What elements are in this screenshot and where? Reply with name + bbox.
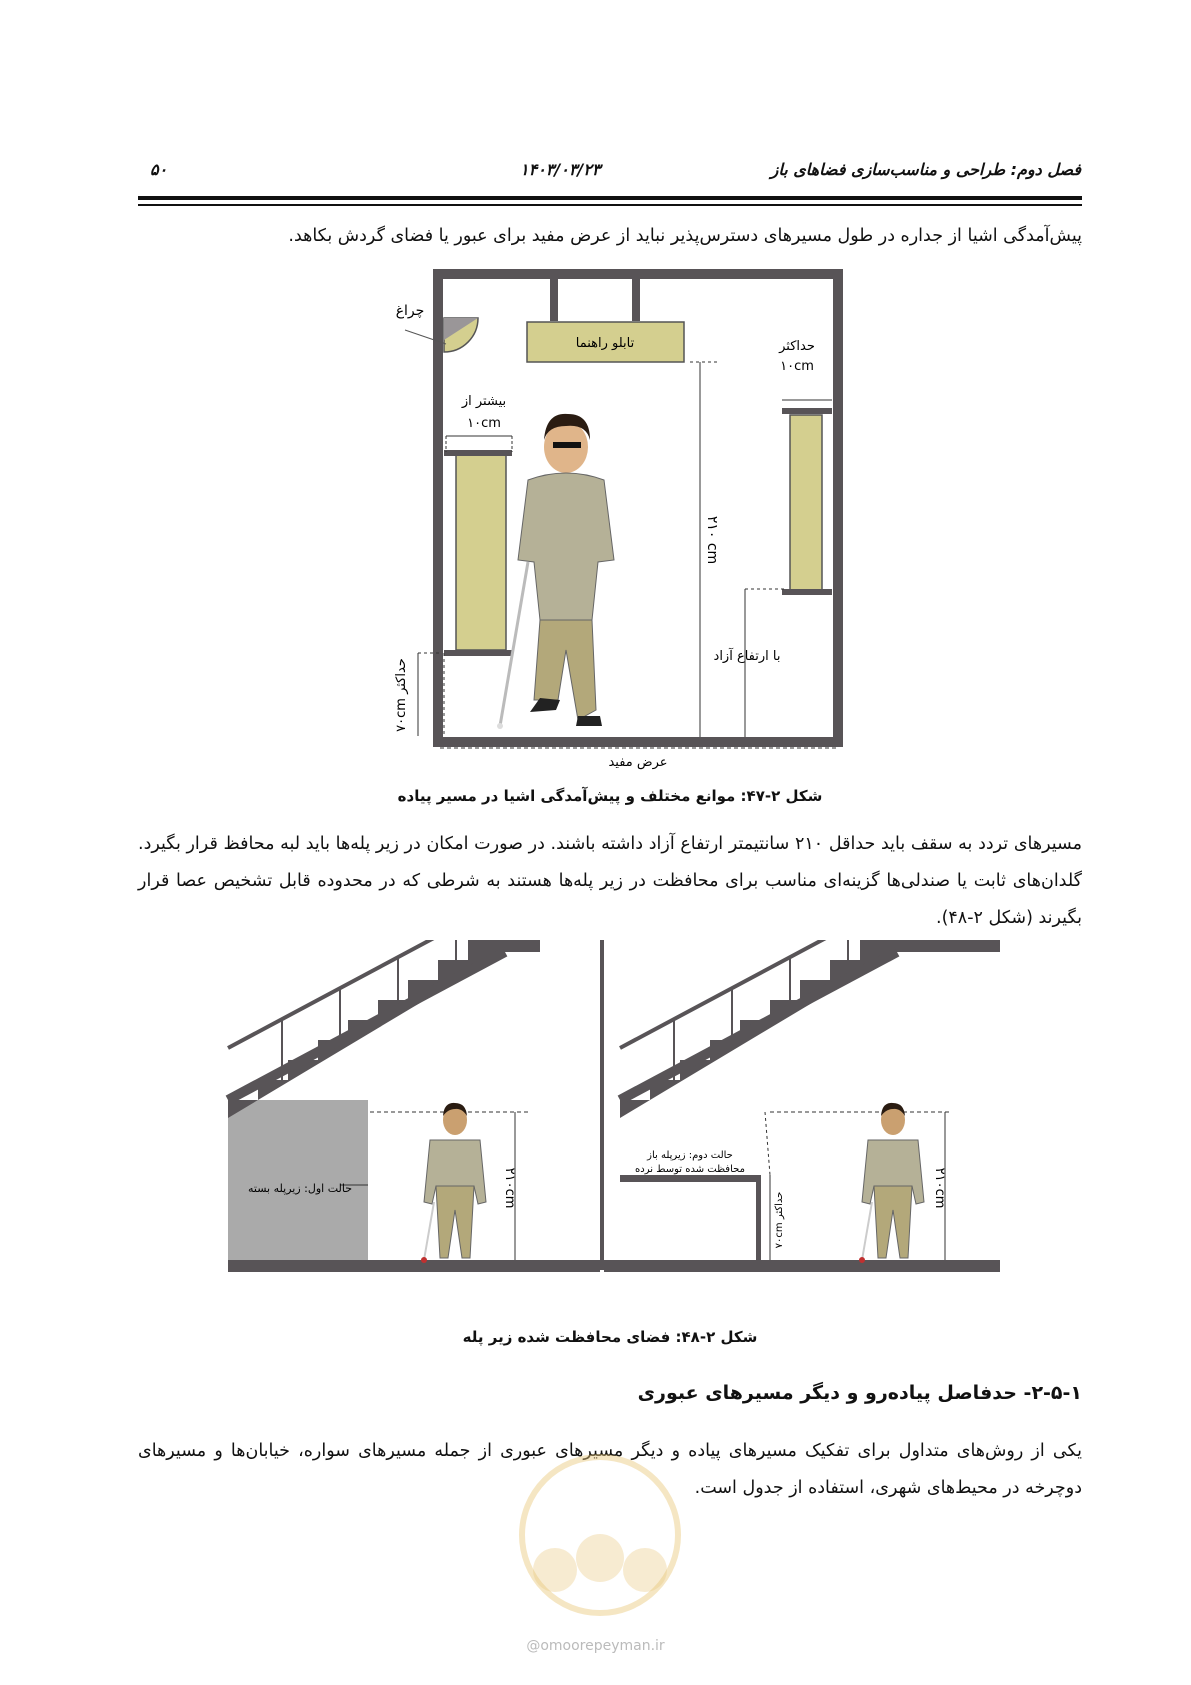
section-heading: ۲-۵-۱- حدفاصل پیاده‌رو و دیگر مسیرهای عبوری <box>637 1382 1082 1404</box>
right-rail-ext <box>765 1112 770 1175</box>
intro-paragraph: پیش‌آمدگی اشیا از جداره در طول مسیرهای دسترس‌پذیر نباید از عرض مفید برای عبور یا فضای گردش بکاهد. <box>288 226 1082 246</box>
right-panel-top <box>782 408 832 414</box>
left-floor <box>228 1260 600 1272</box>
figure-48-stairs <box>0 940 1191 1320</box>
chapter-title: فصل دوم: طراحی و مناسب‌سازی فضاهای باز <box>770 160 1081 179</box>
middle-paragraph: مسیرهای تردد به سقف باید حداقل ۲۱۰ سانتیمتر ارتفاع آزاد داشته باشند. در صورت امکان در زیر پله‌ها باید لبه محافظ قرار بگیرد. گلدان‌های ثابت یا صندلی‌ها گزینه‌ای مناسب برای محافظت در زیر پله‌ها هستند به شرطی که در محدوده قابل تشخیص عصا قرار بگیرند (شکل ۲-۴۸). <box>138 834 1083 928</box>
figure-47-caption: شکل ۲-۴۷: موانع مختلف و پیش‌آمدگی اشیا در مسیر پیاده <box>397 787 823 805</box>
protective-rail <box>620 1175 760 1182</box>
right-stair-scene <box>604 940 1000 1272</box>
left-ten-cm-label: ۱۰cm <box>467 416 501 431</box>
useful-width-label: عرض مفید <box>608 755 668 770</box>
right-floor <box>604 1260 1000 1272</box>
more-than-label: بیشتر از <box>461 394 507 409</box>
right-ten-cm-label: ۱۰cm <box>780 359 814 374</box>
page-number: ۵۰ <box>150 160 168 179</box>
figure-48-caption: شکل ۲-۴۸: فضای محافظت شده زیر پله <box>462 1328 758 1346</box>
header-date: ۱۴۰۳/۰۳/۲۳ <box>520 160 601 179</box>
lamp-label: چراغ <box>395 303 425 319</box>
closing-paragraph: یکی از روش‌های متداول برای تفکیک مسیرهای پیاده و دیگر مسیرهای عبوری از جمله مسیرهای سواره، خیابان‌ها و مسیرهای دوچرخه در محیط‌های شهری، استفاده از جدول است. <box>138 1441 1082 1498</box>
free-height-label: با ارتفاع آزاد <box>713 649 781 664</box>
left-max-70-label: حداکثر ۷۰cm <box>394 658 409 732</box>
right-state-label-2: محافظت شده توسط نرده <box>635 1164 745 1175</box>
right-max-70-label: حداکثر ۷۰cm <box>774 1191 785 1249</box>
right-210-label: ۲۱۰cm <box>932 1167 947 1209</box>
height-210-label: ۲۱۰ cm <box>704 515 720 565</box>
left-210-label: ۲۱۰cm <box>502 1167 517 1209</box>
figure-48-divider <box>600 940 604 1270</box>
right-panel-bottom <box>782 589 832 595</box>
left-panel-bottom <box>444 650 512 656</box>
figure-47-corridor <box>0 0 1191 800</box>
left-person-icon <box>421 1103 486 1263</box>
left-panel-top <box>444 450 512 456</box>
sign-hanger-left <box>550 277 558 321</box>
right-max-label: حداکثر <box>779 339 815 354</box>
blind-pedestrian-icon <box>497 414 614 729</box>
watermark-url: @omoorepeyman.ir <box>526 1638 665 1654</box>
right-person-icon <box>859 1103 924 1263</box>
right-wall-panel <box>790 415 822 590</box>
left-stair-scene <box>228 940 600 1272</box>
protective-rail-leg <box>756 1175 761 1260</box>
left-wall-panel <box>456 455 506 650</box>
left-state-label: حالت اول: زیرپله بسته <box>248 1182 352 1195</box>
watermark-logo-icon <box>500 1440 700 1640</box>
right-state-label-1: حالت دوم: زیرپله باز <box>647 1150 733 1161</box>
guide-sign-label: تابلو راهنما <box>575 336 635 351</box>
right-stair-flight <box>620 940 1000 1118</box>
sign-hanger-right <box>632 277 640 321</box>
